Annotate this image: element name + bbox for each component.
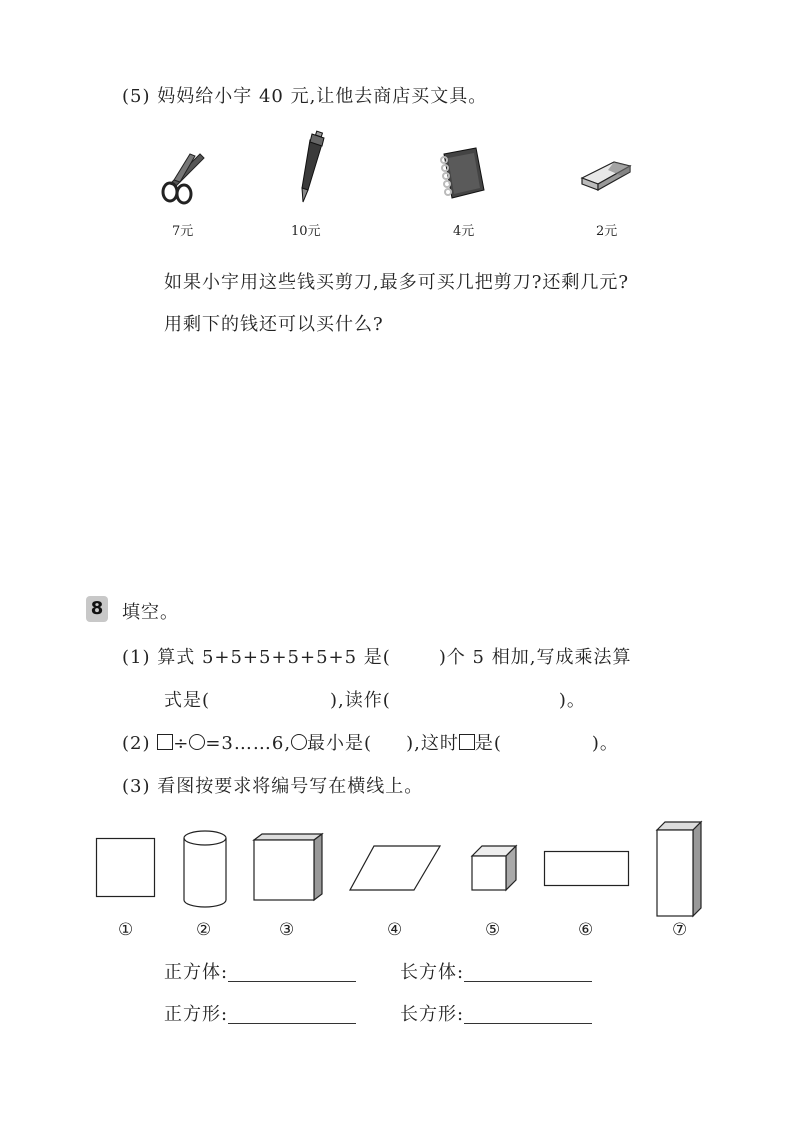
q2-label: (2) xyxy=(122,733,151,754)
square-label: 正方形: xyxy=(164,1004,229,1025)
q2-equation: =3……6, xyxy=(205,733,292,754)
scissors-icon xyxy=(160,150,210,206)
notebook-icon xyxy=(436,146,488,204)
shape-5-small-cube xyxy=(470,844,518,892)
rectangle-answer xyxy=(400,1000,592,1026)
cuboid-answer-line[interactable] xyxy=(464,963,592,982)
q1-line1-text-a: (1) 算式 5+5+5+5+5+5 是( xyxy=(122,647,391,668)
rectangle-label: 长方形: xyxy=(400,1004,465,1025)
cube-label: 正方体: xyxy=(164,962,229,983)
problem-8-q2 xyxy=(122,729,619,755)
shape-label-1: ① xyxy=(118,920,134,940)
problem-5-question-line2: 用剩下的钱还可以买什么? xyxy=(164,314,384,335)
circle-symbol-icon xyxy=(291,734,307,750)
q2-text-end: )。 xyxy=(591,733,619,754)
circle-symbol-icon xyxy=(189,734,205,750)
shape-label-4: ④ xyxy=(387,920,403,940)
problem-8-title: 填空。 xyxy=(122,602,179,623)
shape-label-2: ② xyxy=(196,920,212,940)
square-answer-line[interactable] xyxy=(228,1005,356,1024)
cube-answer-line[interactable] xyxy=(228,963,356,982)
eraser-price: 2元 xyxy=(596,224,618,239)
pen-icon xyxy=(296,130,330,206)
shape-3-cube xyxy=(252,832,324,904)
problem-5-text: (5) 妈妈给小宇 40 元,让他去商店买文具。 xyxy=(122,86,488,107)
shape-label-6: ⑥ xyxy=(578,920,594,940)
problem-number-badge: 8 xyxy=(86,596,108,622)
square-answer xyxy=(164,1000,356,1026)
cuboid-label: 长方体: xyxy=(400,962,465,983)
q2-text-min: 最小是( xyxy=(307,733,373,754)
shape-6-rectangle xyxy=(544,851,630,887)
q2-text-then: ),这时 xyxy=(406,733,459,754)
problem-8-q1-line1 xyxy=(122,643,631,669)
shape-label-5: ⑤ xyxy=(485,920,501,940)
q1-line2-text-a: 式是( xyxy=(164,690,211,711)
problem-5-question-line1: 如果小宇用这些钱买剪刀,最多可买几把剪刀?还剩几元? xyxy=(164,272,630,293)
eraser-icon xyxy=(578,156,634,192)
shape-2-cylinder xyxy=(182,830,228,910)
shape-label-7: ⑦ xyxy=(672,920,688,940)
shape-4-parallelogram xyxy=(348,844,442,892)
shape-1-square xyxy=(96,838,156,898)
scissors-price: 7元 xyxy=(172,224,194,239)
rectangle-answer-line[interactable] xyxy=(464,1005,592,1024)
notebook-price: 4元 xyxy=(453,224,475,239)
q1-line1-text-b: )个 5 相加,写成乘法算 xyxy=(438,647,632,668)
square-symbol-icon xyxy=(459,734,475,750)
q2-divide: ÷ xyxy=(173,733,190,754)
problem-8-q3: (3) 看图按要求将编号写在横线上。 xyxy=(122,776,424,797)
shape-7-cuboid xyxy=(655,820,705,920)
cuboid-answer xyxy=(400,958,592,984)
pen-price: 10元 xyxy=(291,224,321,239)
q1-line2-text-b: ),读作( xyxy=(330,690,391,711)
problem-8-q1-line2 xyxy=(164,686,586,712)
square-symbol-icon xyxy=(157,734,173,750)
shape-label-3: ③ xyxy=(279,920,295,940)
q2-text-is: 是( xyxy=(474,733,502,754)
cube-answer xyxy=(164,958,356,984)
q1-line2-text-c: )。 xyxy=(558,690,586,711)
